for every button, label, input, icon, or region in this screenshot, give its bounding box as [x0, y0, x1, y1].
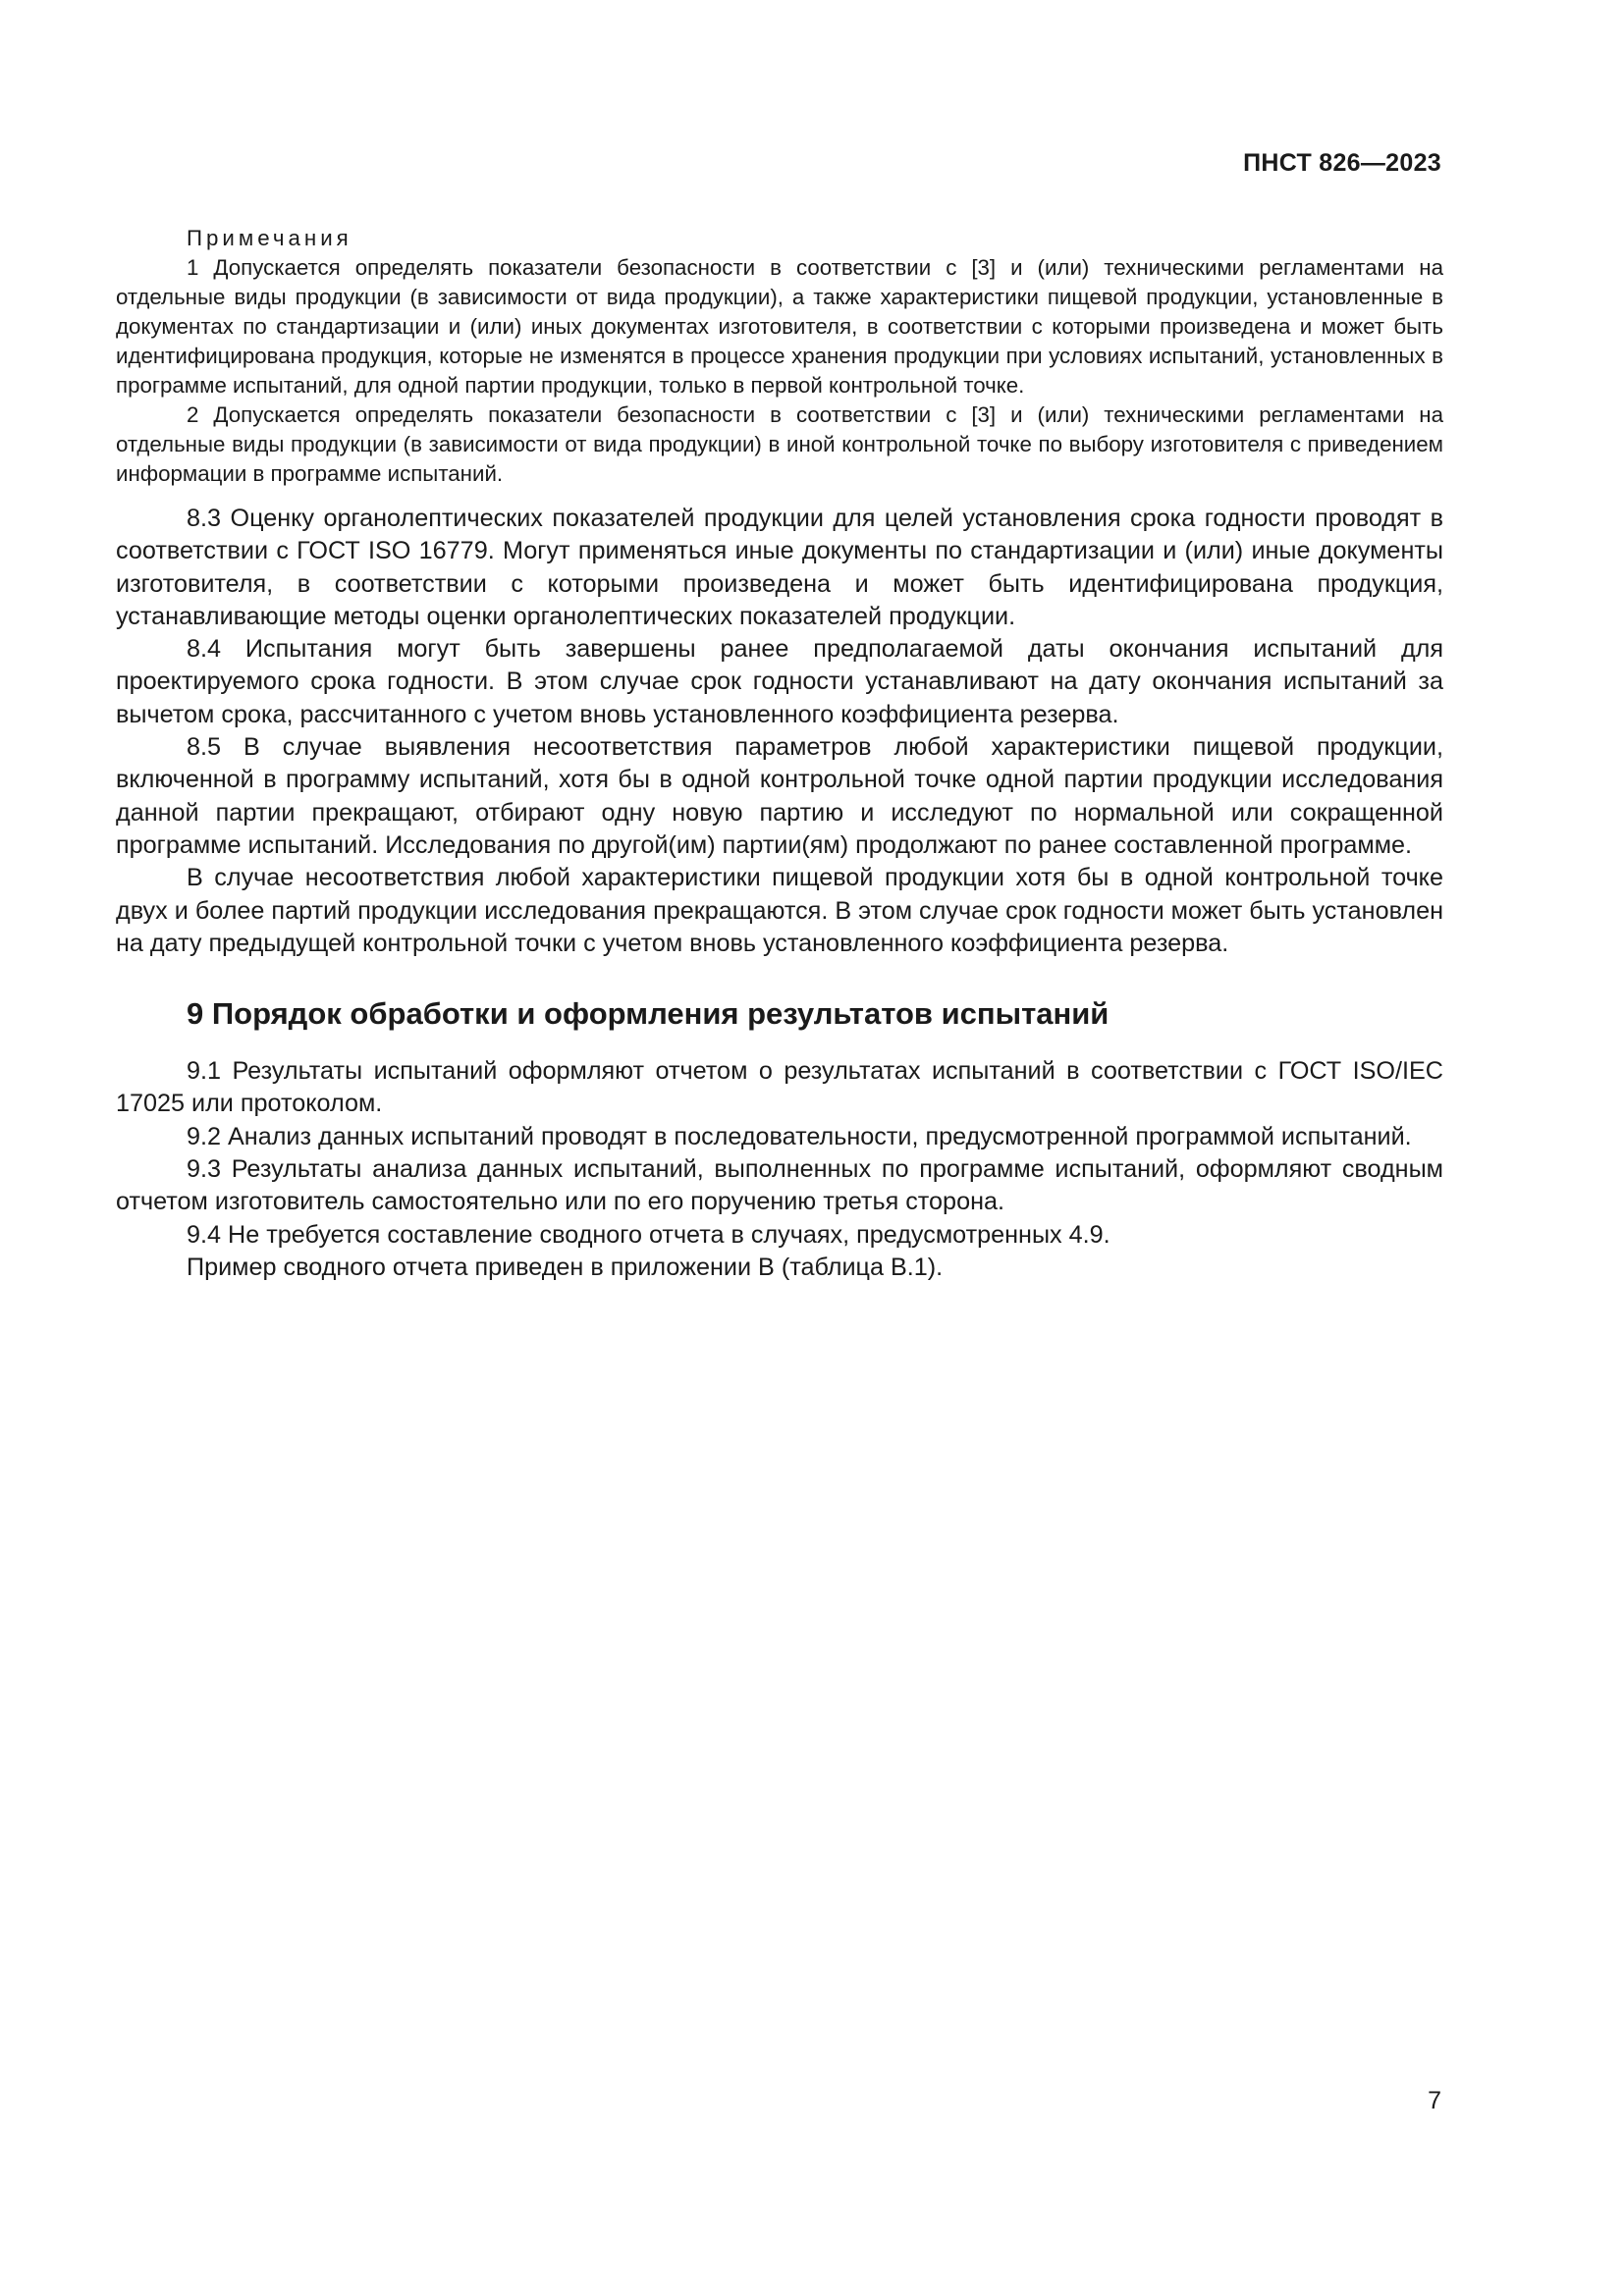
paragraph-9-example: Пример сводного отчета приведен в приложении В (таблица В.1).: [187, 1253, 944, 1281]
document-id: ПНСТ 826—2023: [1243, 149, 1441, 177]
paragraph-8-3: 8.3 Оценку органолептических показателей продукции для целей установления срока годности проводят в соответствии с ГОСТ ISO 16779. Могут применяться иные документы по стандартизации и (или) иные документы изготовителя, в соответствии с которыми произведена и может быть идентифицирована продукция, устанавливающие методы оценки органолептических показателей продукции.: [116, 505, 1443, 630]
page-content: [116, 224, 1443, 1284]
paragraph-9-2: 9.2 Анализ данных испытаний проводят в последовательности, предусмотренной программой испытаний.: [187, 1122, 1412, 1150]
paragraph-9-4: 9.4 Не требуется составление сводного отчета в случаях, предусмотренных 4.9.: [187, 1220, 1110, 1249]
paragraph-8-5-continued: В случае несоответствия любой характеристики пищевой продукции хотя бы в одной контрольной точке двух и более партий продукции исследования прекращаются. В этом случае срок годности может быть установлен на дату предыдущей контрольной точки с учетом вновь установленного коэффициента резерва.: [116, 864, 1443, 957]
note-item: 2 Допускается определять показатели безопасности в соответствии с [3] и (или) техническими регламентами на отдельные виды продукции (в зависимости от вида продукции) в иной контрольной точке по выбору изготовителя с приведением информации в программе испытаний.: [116, 402, 1443, 486]
section-9-heading: 9 Порядок обработки и оформления результатов испытаний: [187, 996, 1110, 1032]
section-8-text: [116, 503, 1443, 960]
paragraph-8-4: 8.4 Испытания могут быть завершены ранее предполагаемой даты окончания испытаний для проектируемого срока годности. В этом случае срок годности устанавливают на дату окончания испытаний за вычетом срока, рассчитанного с учетом вновь установленного коэффициента резерва.: [116, 635, 1443, 728]
notes-block: [116, 224, 1443, 489]
paragraph-9-1: 9.1 Результаты испытаний оформляют отчетом о результатах испытаний в соответствии с ГОСТ ISO/IEC 17025 или протоколом.: [116, 1057, 1443, 1118]
paragraph-8-5: 8.5 В случае выявления несоответствия параметров любой характеристики пищевой продукции, включенной в программу испытаний, хотя бы в одной контрольной точке одной партии продукции исследования данной партии прекращают, отбирают одну новую партию и исследуют по нормальной или сокращенной программе испытаний. Исследования по другой(им) партии(ям) продолжают по ранее составленной программе.: [116, 733, 1443, 859]
page-number: 7: [1428, 2087, 1441, 2114]
section-9-text: [116, 1055, 1443, 1284]
paragraph-9-3: 9.3 Результаты анализа данных испытаний, выполненных по программе испытаний, оформляют сводным отчетом изготовитель самостоятельно или по его поручению третья сторона.: [116, 1155, 1443, 1216]
note-item: 1 Допускается определять показатели безопасности в соответствии с [3] и (или) техническими регламентами на отдельные виды продукции (в зависимости от вида продукции), а также характеристики пищевой продукции, установленные в документах по стандартизации и (или) иных документах изготовителя, в соответствии с которыми произведена и может быть идентифицирована продукция, которые не изменятся в процессе хранения продукции при условиях испытаний, установленных в программе испытаний, для одной партии продукции, только в первой контрольной точке.: [116, 255, 1443, 398]
notes-label: Примечания: [187, 226, 352, 250]
